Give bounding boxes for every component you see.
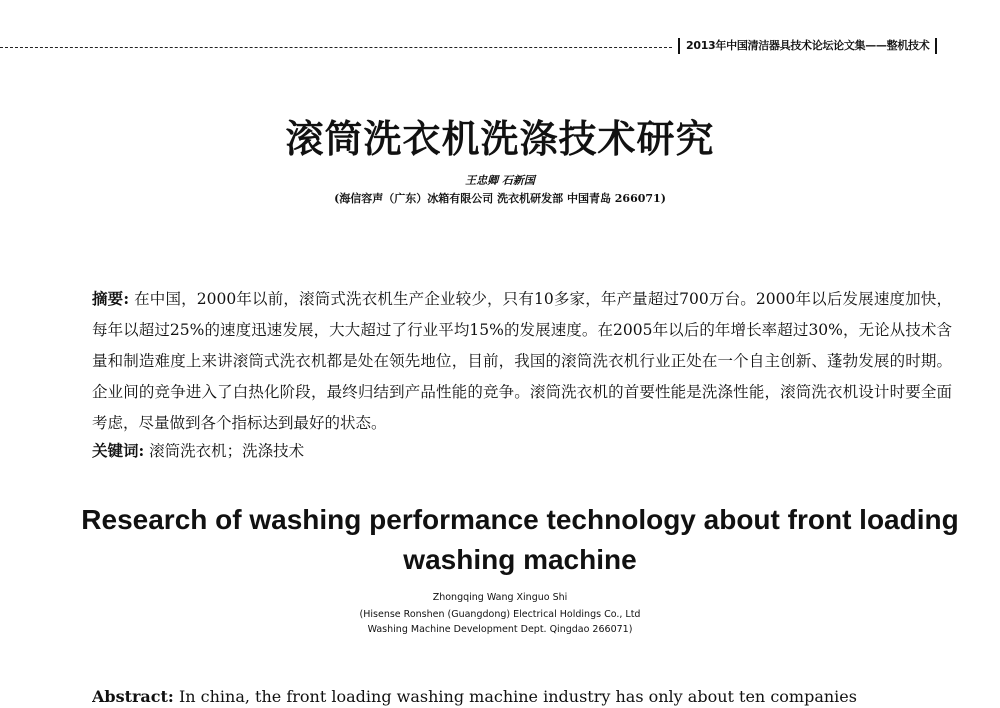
english-affiliation-line2: Washing Machine Development Dept. Qingdao 266071) — [367, 624, 633, 635]
running-header: 2013年中国清洁器具技术论坛论文集——整机技术 — [678, 38, 937, 54]
chinese-abstract-text: 在中国，2000年以前，滚筒式洗衣机生产企业较少，只有10多家，年产量超过700万台。2000年以后发展速度加快，每年以超过25%的速度迅速发展，大大超过了行业平均15%的发展速度。在2005年以后的年增长率超过30%，无论从技术含量和制造难度上来讲滚筒式洗衣机都是处在领先地位，目前，我国的滚筒洗衣机行业正处在一个自主创新、蓬勃发展的时期。企业间的竞争进入了白热化阶段，最终归结到产品性能的竞争。滚筒洗衣机的首要性能是洗涤性能，滚筒洗衣机设计时要全面考虑，尽量做到各个指标达到最好的状态。 — [92, 290, 952, 432]
english-abstract-label: Abstract: — [92, 687, 174, 706]
english-affiliation-line1: (Hisense Ronshen (Guangdong) Electrical Holdings Co., Ltd — [359, 609, 641, 620]
chinese-affiliation: (海信容声（广东）冰箱有限公司 洗衣机研发部 中国青岛 266071) — [334, 192, 666, 205]
chinese-keywords — [92, 438, 952, 464]
english-authors: Zhongqing Wang Xinguo Shi — [432, 592, 568, 603]
chinese-keywords-text: 滚筒洗衣机；洗涤技术 — [149, 442, 305, 460]
english-abstract — [92, 686, 952, 708]
english-title: Research of washing performance technology about front loading washing machine — [81, 504, 959, 575]
english-abstract-text: In china, the front loading washing machine industry has only about ten companies — [178, 687, 857, 706]
header-rule — [0, 47, 672, 48]
chinese-authors: 王忠卿 石新国 — [465, 174, 535, 187]
chinese-abstract — [92, 283, 952, 439]
chinese-abstract-label: 摘要: — [92, 289, 130, 308]
chinese-title: 滚筒洗衣机洗涤技术研究 — [285, 116, 715, 161]
chinese-keywords-label: 关键词: — [92, 441, 145, 460]
